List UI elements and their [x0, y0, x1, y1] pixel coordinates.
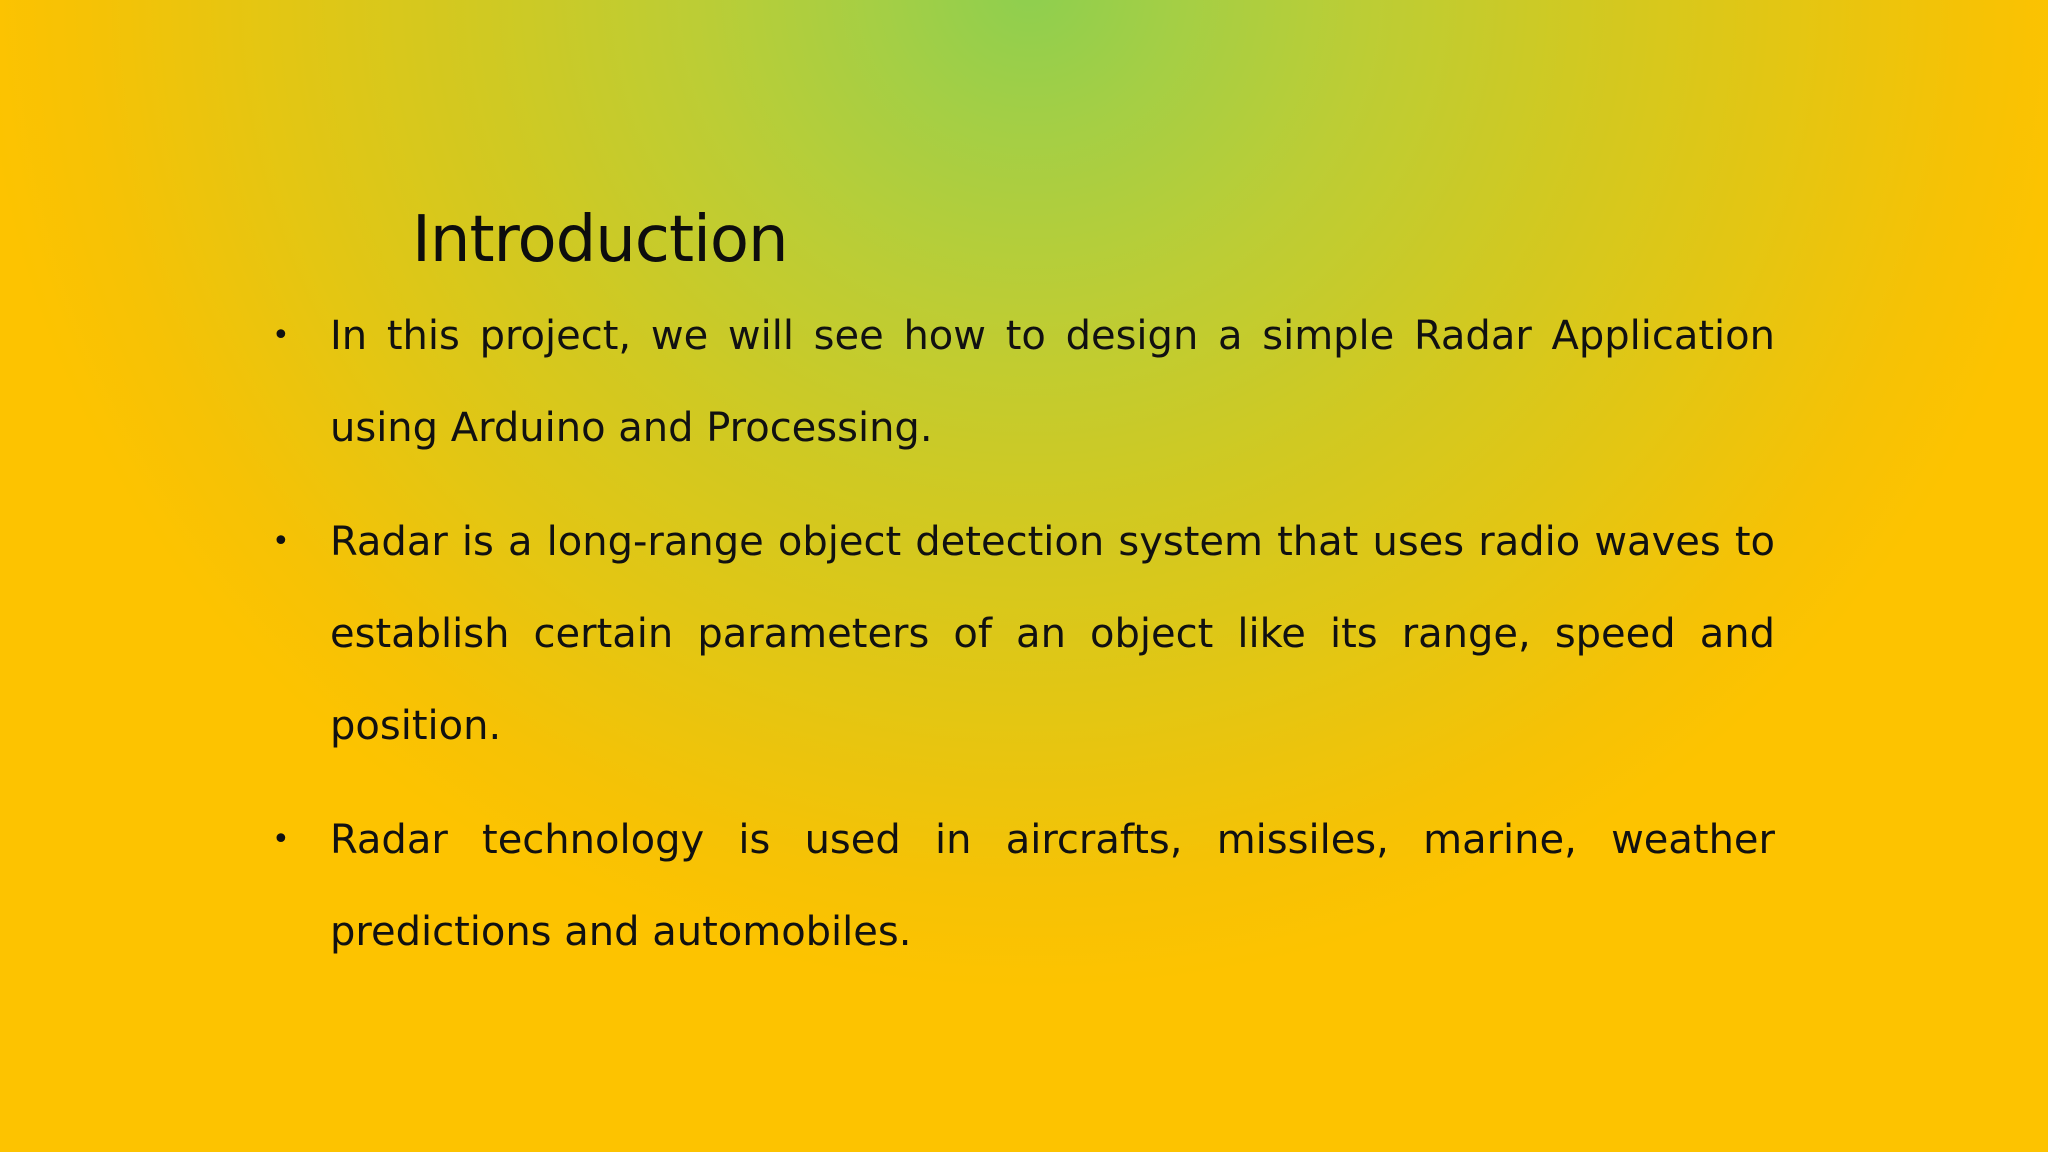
bullet-item — [270, 496, 1775, 772]
bullet-text: Radar technology is used in aircrafts, missiles, marine, weather predictions and automobiles. — [330, 817, 1775, 955]
bullet-item — [270, 290, 1775, 474]
bullet-marker: • — [272, 318, 290, 353]
bullet-text: Radar is a long-range object detection system that uses radio waves to establish certain parameters of an object like its range, speed and position. — [330, 519, 1775, 749]
bullet-marker: • — [272, 524, 290, 559]
bullet-text: In this project, we will see how to design a simple Radar Application using Arduino and Processing. — [330, 313, 1775, 451]
bullet-list — [270, 290, 1775, 1000]
bullet-item — [270, 794, 1775, 978]
slide-title: Introduction — [412, 203, 788, 277]
bullet-marker: • — [272, 822, 290, 857]
